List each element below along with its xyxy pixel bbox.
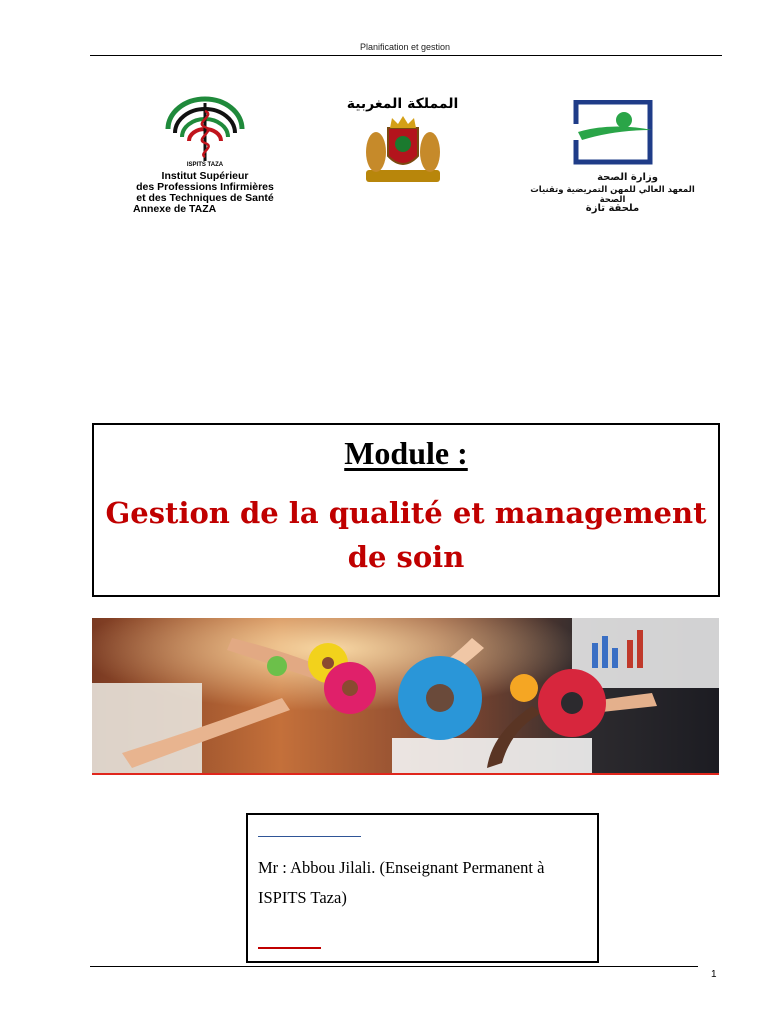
ispits-line-4: Annexe de TAZA [133,203,217,215]
module-title: Gestion de la qualité et management de soin [105,496,707,574]
ispits-line-1: Institut Supérieur [161,170,249,182]
module-label: Module : [344,435,468,471]
header-rule [90,55,722,56]
ispits-small-caption: ISPITS TAZA [186,162,224,168]
ispits-line-2: des Professions Infirmières [136,181,274,193]
ministry-logo [525,96,700,226]
kingdom-arabic-title: المملكة المغربية [346,96,459,112]
ispits-line-3: et des Techniques de Santé [136,192,274,204]
ispits-emblem-icon [160,95,250,163]
ispits-logo [120,95,290,225]
author-text: Mr : Abbou Jilali. (Enseignant Permanent à ISPITS Taza) [258,858,545,907]
page-number: 1 [711,969,717,980]
module-title-box [92,423,720,597]
blue-accent-line [258,836,361,837]
moroccan-coat-of-arms-icon [362,114,444,190]
ministry-of-health-icon [572,100,654,166]
running-header: Planification et gestion [359,42,451,52]
red-accent-line [258,947,321,949]
ministry-arabic-line-2: المعهد العالي للمهن التمريضية وتقنيات الصحة [530,185,695,205]
footer-rule [90,966,698,967]
author-box [246,813,599,963]
photo-underline [92,773,719,775]
team-gears-photo [92,618,719,773]
ministry-arabic-line-3: ملحقة تازة [585,203,640,214]
ministry-arabic-line-1: وزارة الصحة [597,172,658,183]
kingdom-logo [340,96,465,196]
